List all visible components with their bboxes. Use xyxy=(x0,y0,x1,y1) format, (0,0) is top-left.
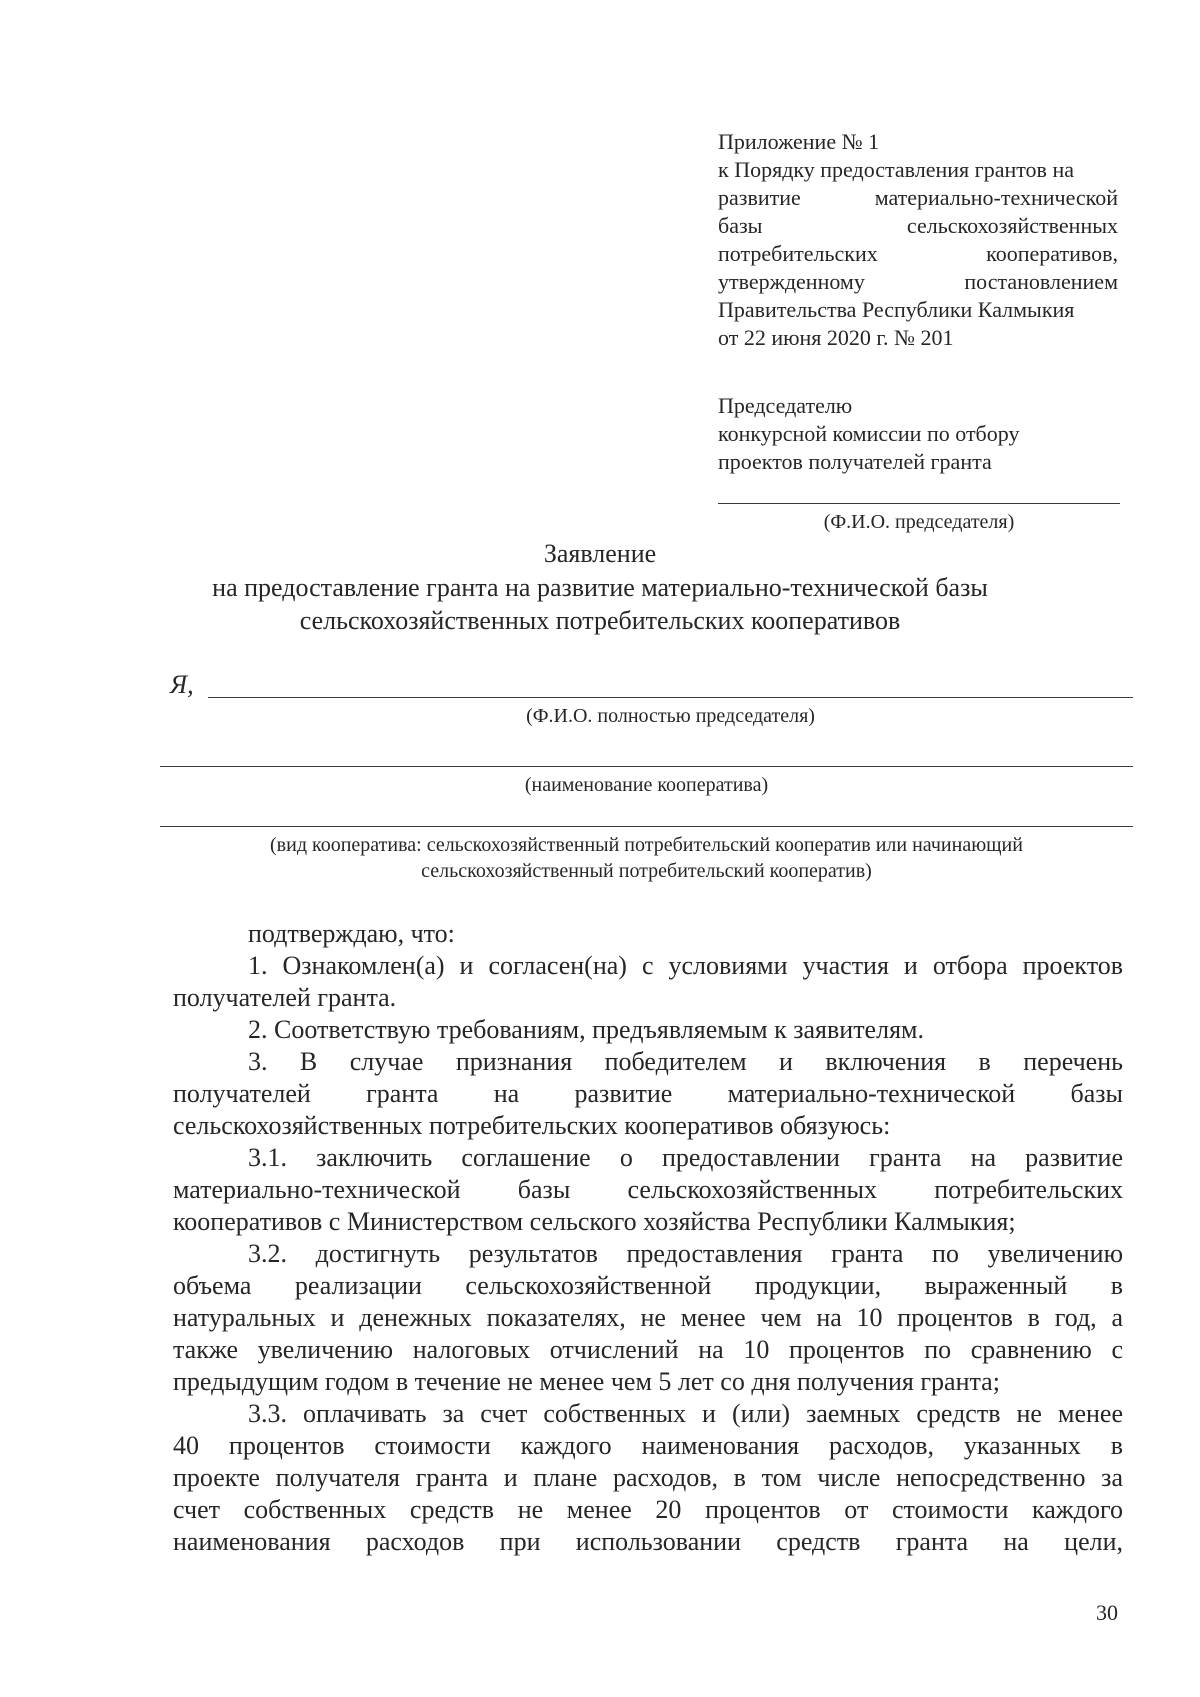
body-line: 3. В случае признания победителем и включения в перечень xyxy=(248,1047,1123,1076)
appendix-word: базы xyxy=(718,213,763,238)
appendix-line: Правительства Республики Калмыкия xyxy=(718,297,1075,322)
document-subtitle: сельскохозяйственных потребительских кооперативов xyxy=(299,606,901,635)
body-line: 3.3. оплачивать за счет собственных и (или) заемных средств не менее xyxy=(248,1399,1123,1428)
applicant-name-caption: (Ф.И.О. полностью председателя) xyxy=(526,705,815,727)
body-line: 2. Соответствую требованиям, предъявляемым к заявителям. xyxy=(248,1015,924,1044)
body-line: кооперативов с Министерством сельского хозяйства Республики Калмыкия; xyxy=(173,1207,1016,1236)
addressee-line: проектов получателей гранта xyxy=(718,449,992,474)
appendix-word: потребительских xyxy=(718,241,878,266)
addressee-line: конкурсной комиссии по отбору xyxy=(718,421,1020,446)
body-line: проекте получателя гранта и плане расходов, в том числе непосредственно за xyxy=(173,1463,1123,1492)
document-title: Заявление xyxy=(543,539,657,568)
addressee-block xyxy=(718,392,1118,476)
body-line: получателей гранта на развитие материально-технической базы xyxy=(173,1079,1123,1108)
cooperative-type-caption: (вид кооператива: сельскохозяйственный потребительский кооператив или начинающий xyxy=(270,834,1023,856)
body-line: наименования расходов при использовании средств гранта на цели, xyxy=(173,1527,1123,1556)
page-number: 30 xyxy=(1096,1600,1118,1625)
appendix-line: к Порядку предоставления грантов на xyxy=(718,157,1074,182)
appendix-line xyxy=(718,240,1118,268)
appendix-word: развитие xyxy=(718,185,801,210)
appendix-word: постановлением xyxy=(964,269,1118,294)
applicant-name-line[interactable] xyxy=(208,697,1133,698)
appendix-header xyxy=(718,128,1118,352)
cooperative-type-caption: сельскохозяйственный потребительский кооператив) xyxy=(421,860,872,882)
body-line: 3.2. достигнуть результатов предоставления гранта по увеличению xyxy=(248,1239,1123,1268)
body-line: материально-технической базы сельскохозяйственных потребительских xyxy=(173,1175,1123,1204)
body-line: счет собственных средств не менее 20 процентов от стоимости каждого xyxy=(173,1495,1123,1524)
appendix-line xyxy=(718,212,1118,240)
body-line: 1. Ознакомлен(а) и согласен(на) с условиями участия и отбора проектов xyxy=(248,951,1123,980)
chairman-name-line[interactable] xyxy=(718,503,1120,504)
appendix-number: Приложение № 1 xyxy=(718,129,880,154)
body-line: сельскохозяйственных потребительских кооперативов обязуюсь: xyxy=(173,1111,891,1140)
document-subtitle: на предоставление гранта на развитие материально-технической базы xyxy=(212,573,988,602)
chairman-name-caption: (Ф.И.О. председателя) xyxy=(823,511,1015,533)
appendix-date: от 22 июня 2020 г. № 201 xyxy=(718,325,954,350)
body-line: 40 процентов стоимости каждого наименования расходов, указанных в xyxy=(173,1431,1123,1460)
body-line: натуральных и денежных показателях, не менее чем на 10 процентов в год, а xyxy=(173,1303,1123,1332)
cooperative-type-line[interactable] xyxy=(160,826,1133,827)
appendix-word: утвержденному xyxy=(718,269,865,294)
body-line: получателей гранта. xyxy=(173,983,397,1012)
body-line: также увеличению налоговых отчислений на 10 процентов по сравнению с xyxy=(173,1335,1123,1364)
body-line: предыдущим годом в течение не менее чем 5 лет со дня получения гранта; xyxy=(173,1367,1000,1396)
appendix-word: кооперативов, xyxy=(986,241,1118,266)
document-body xyxy=(173,918,1123,1558)
cooperative-name-line[interactable] xyxy=(160,766,1133,767)
body-line: объема реализации сельскохозяйственной продукции, выраженный в xyxy=(173,1271,1123,1300)
addressee-line: Председателю xyxy=(718,393,853,418)
appendix-line xyxy=(718,268,1118,296)
applicant-prefix: Я, xyxy=(170,670,194,699)
body-line: 3.1. заключить соглашение о предоставлении гранта на развитие xyxy=(248,1143,1123,1172)
cooperative-name-caption: (наименование кооператива) xyxy=(524,774,769,796)
appendix-word: материально-технической xyxy=(874,185,1118,210)
body-line: подтверждаю, что: xyxy=(248,919,455,948)
appendix-line xyxy=(718,184,1118,212)
appendix-word: сельскохозяйственных xyxy=(906,213,1118,238)
